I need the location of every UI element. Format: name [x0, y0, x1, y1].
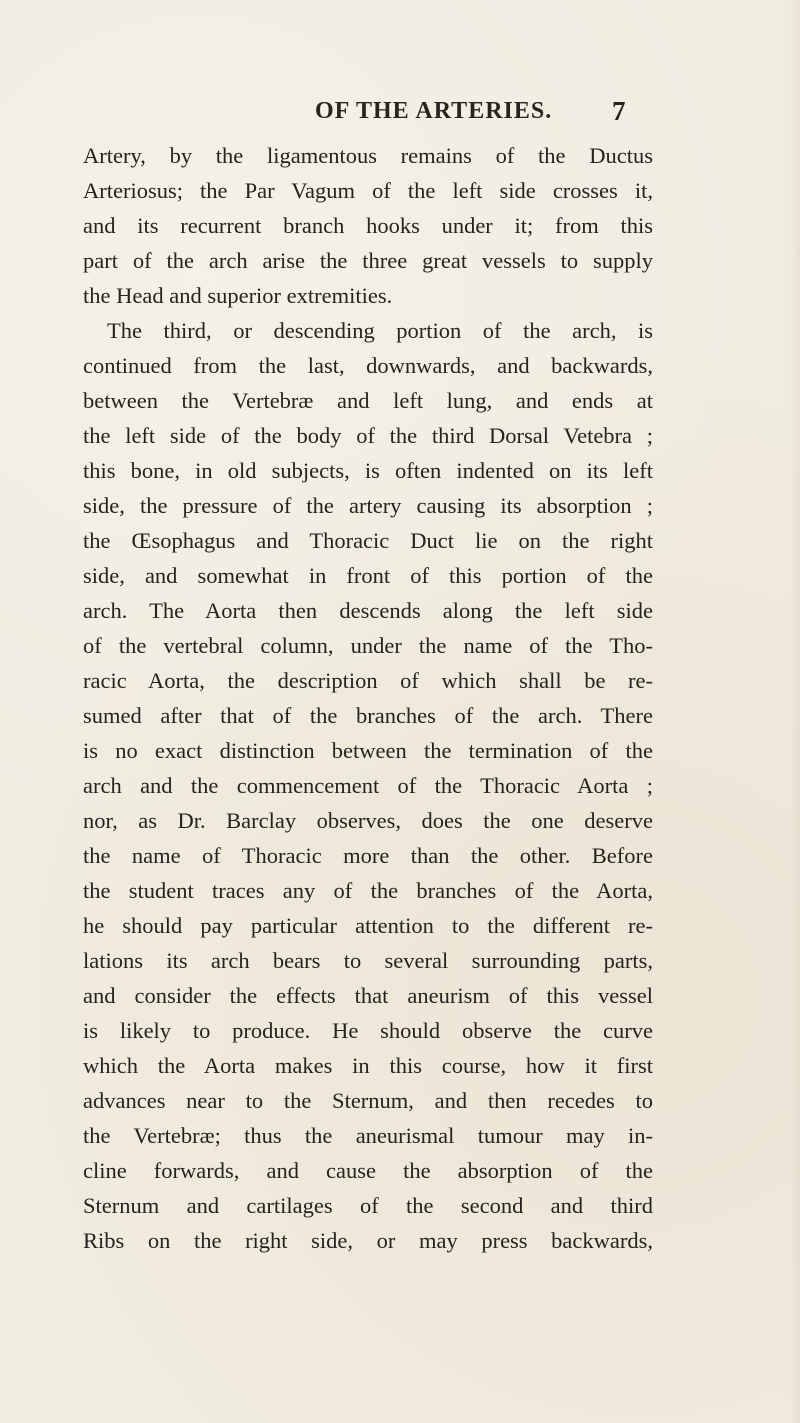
text-line: continued from the last, downwards, and backwards,	[83, 353, 653, 378]
text-line: and its recurrent branch hooks under it; from this	[83, 213, 653, 238]
text-line: and consider the effects that aneurism of this vessel	[83, 983, 653, 1008]
text-line: this bone, in old subjects, is often indented on its left	[83, 458, 653, 483]
text-line: advances near to the Sternum, and then recedes to	[83, 1088, 653, 1113]
text-line: side, the pressure of the artery causing its absorption ;	[83, 493, 653, 518]
text-line: the left side of the body of the third Dorsal Vetebra ;	[83, 423, 653, 448]
text-line: Sternum and cartilages of the second and third	[83, 1193, 653, 1218]
text-line: the Œsophagus and Thoracic Duct lie on the right	[83, 528, 653, 553]
text-line: arch and the commencement of the Thoracic Aorta ;	[83, 773, 653, 798]
text-line: Ribs on the right side, or may press backwards,	[83, 1228, 653, 1253]
text-line: side, and somewhat in front of this portion of the	[83, 563, 653, 588]
text-line: the name of Thoracic more than the other. Before	[83, 843, 653, 868]
text-line: the Vertebræ; thus the aneurismal tumour may in-	[83, 1123, 653, 1148]
text-line: between the Vertebræ and left lung, and ends at	[83, 388, 653, 413]
text-line: lations its arch bears to several surrounding parts,	[83, 948, 653, 973]
text-line: of the vertebral column, under the name of the Tho-	[83, 633, 653, 658]
text-line: racic Aorta, the description of which shall be re-	[83, 668, 653, 693]
text-line: The third, or descending portion of the arch, is	[107, 318, 653, 343]
text-line: sumed after that of the branches of the arch. There	[83, 703, 653, 728]
text-line: Arteriosus; the Par Vagum of the left side crosses it,	[83, 178, 653, 203]
body-text	[83, 138, 653, 1258]
text-line: is no exact distinction between the termination of the	[83, 738, 653, 763]
page-header-title: OF THE ARTERIES.	[315, 98, 553, 124]
text-line: Artery, by the ligamentous remains of the Ductus	[83, 143, 653, 168]
text-line: arch. The Aorta then descends along the left side	[83, 598, 653, 623]
text-line: is likely to produce. He should observe the curve	[83, 1018, 653, 1043]
text-line: he should pay particular attention to the different re-	[83, 913, 653, 938]
running-head	[0, 98, 800, 132]
text-line: cline forwards, and cause the absorption of the	[83, 1158, 653, 1183]
text-line: the Head and superior extremities.	[83, 283, 393, 308]
text-line: the student traces any of the branches of the Aorta,	[83, 878, 653, 903]
text-line: nor, as Dr. Barclay observes, does the one deserve	[83, 808, 653, 833]
text-line: which the Aorta makes in this course, how it first	[83, 1053, 653, 1078]
page-edge-shadow	[790, 0, 800, 1423]
page-number: 7	[612, 96, 626, 126]
text-line: part of the arch arise the three great vessels to supply	[83, 248, 653, 273]
